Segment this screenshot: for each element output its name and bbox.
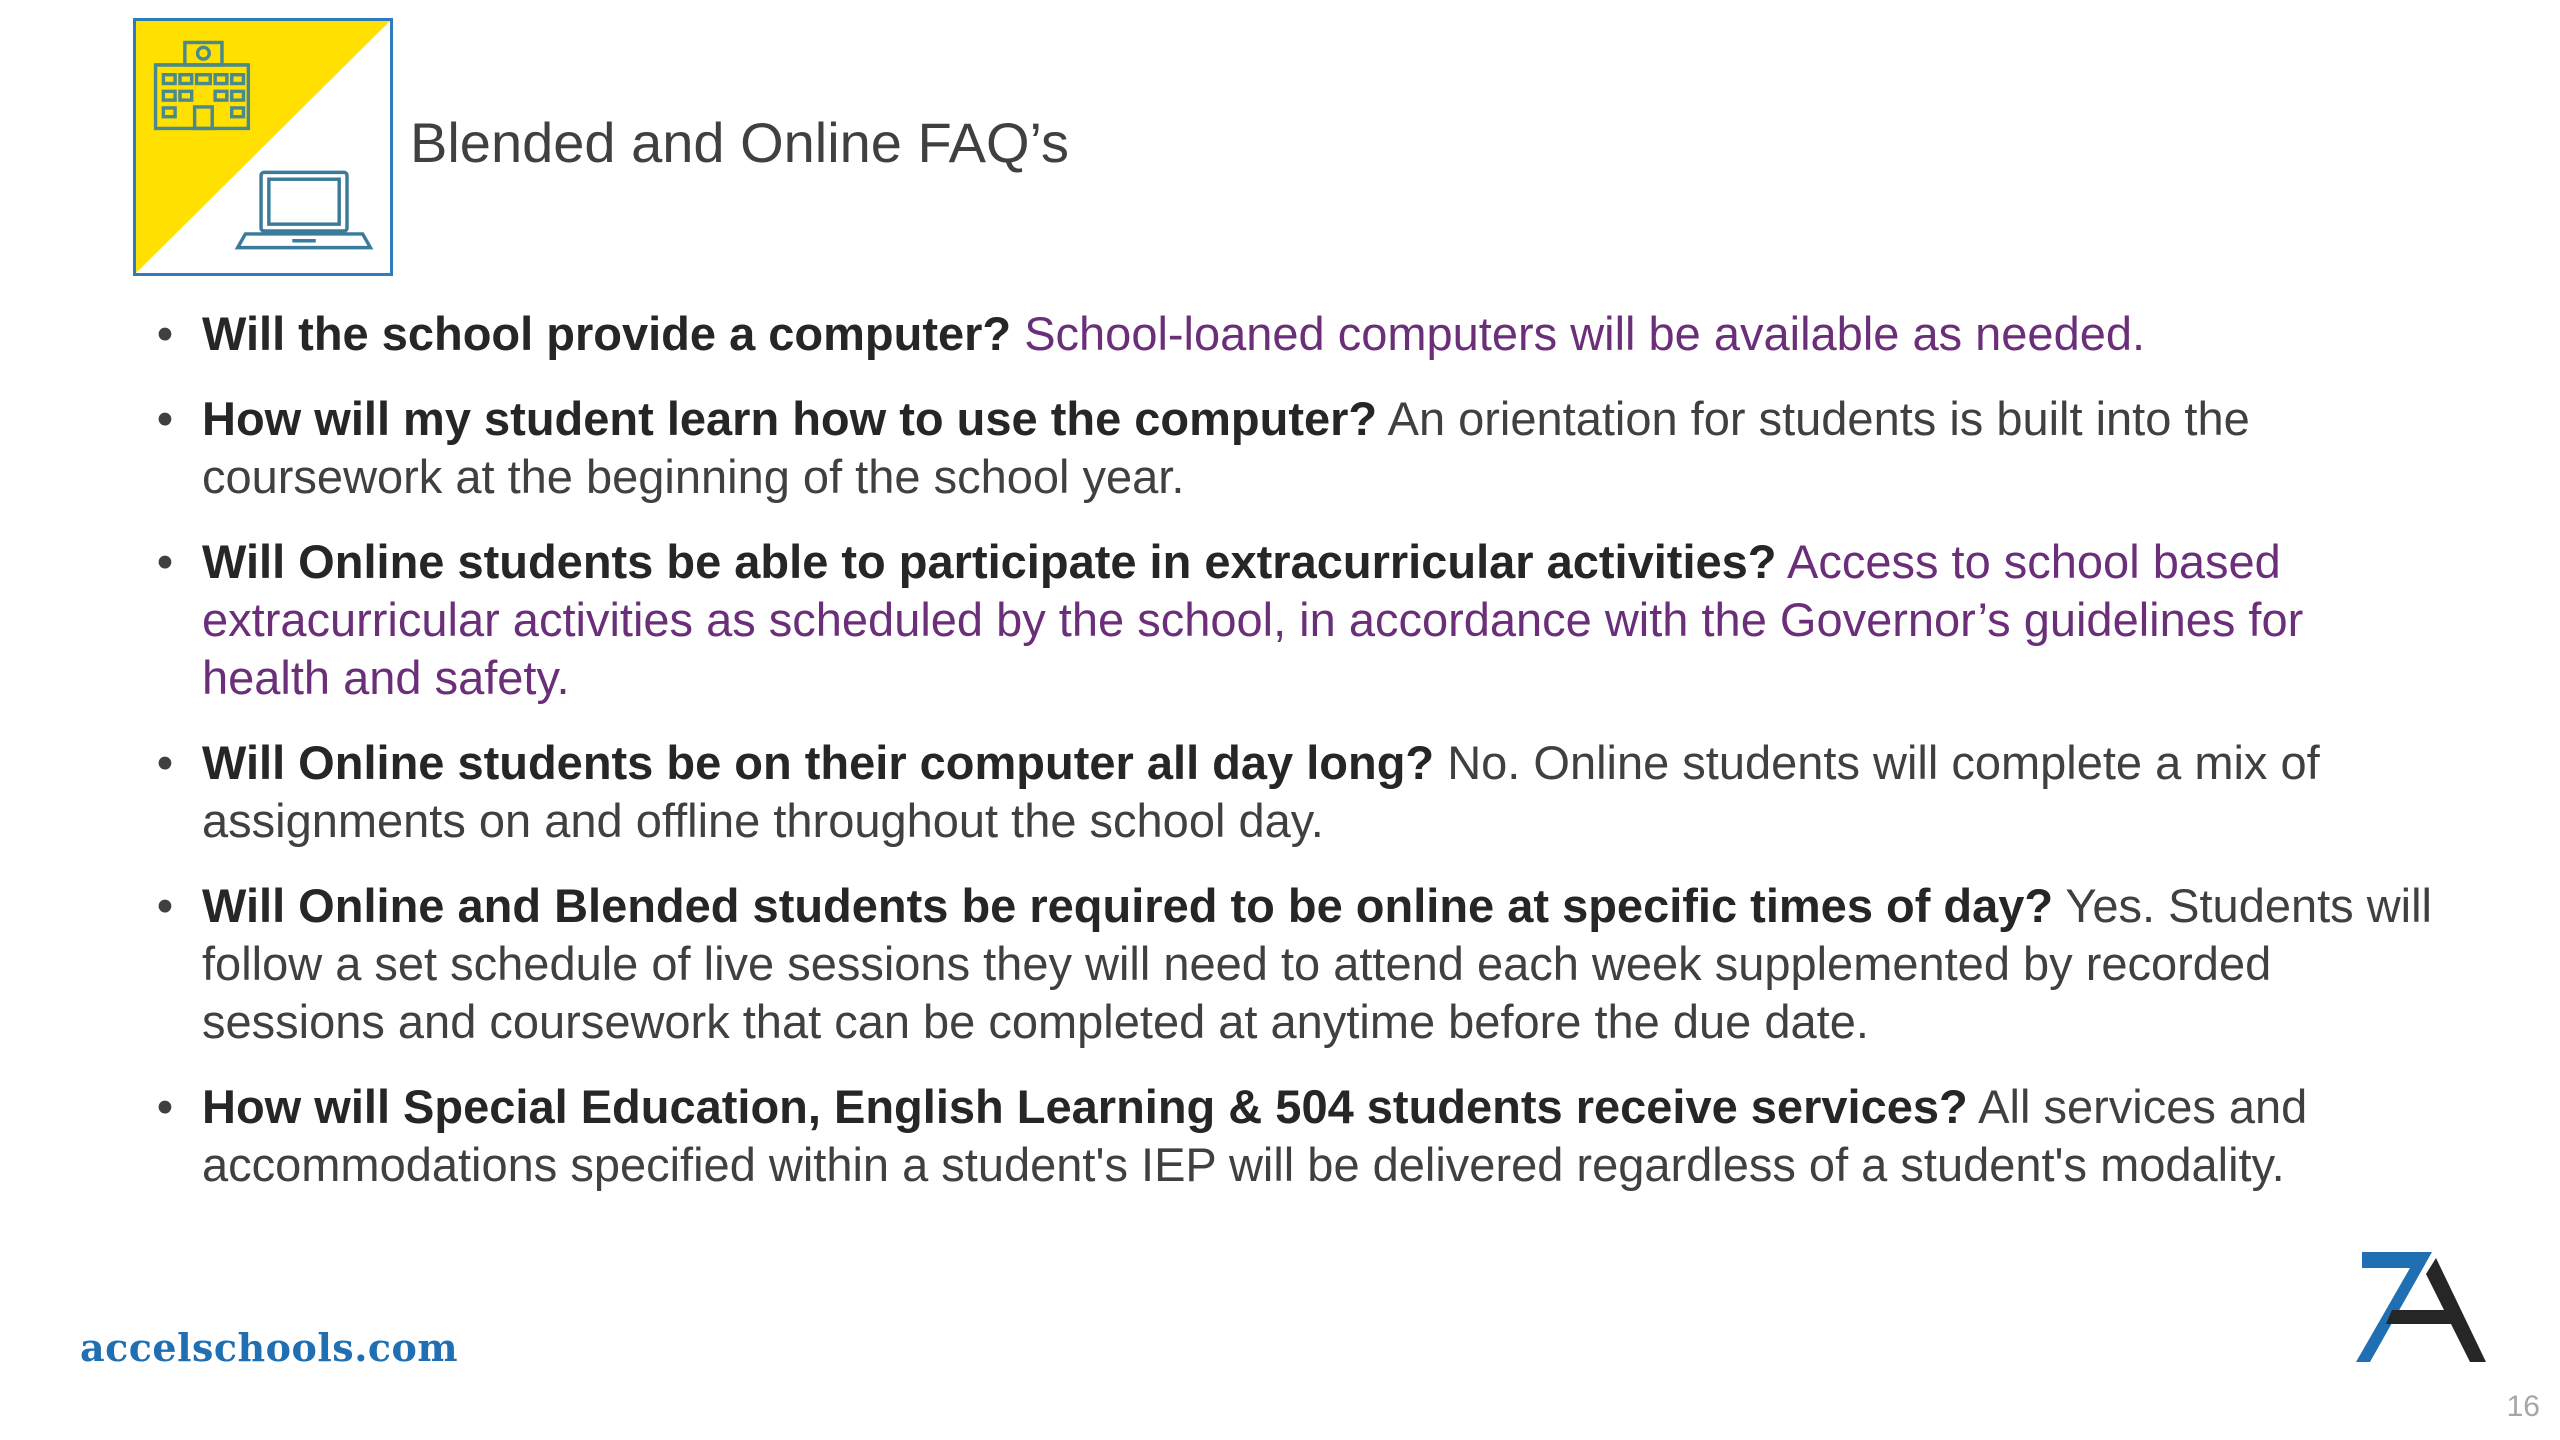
faq-question: Will Online and Blended students be required to be online at specific times of day? — [202, 879, 2054, 932]
bullet-icon: • — [156, 535, 174, 588]
faq-question: Will the school provide a computer? — [202, 307, 1012, 360]
faq-item — [150, 734, 2440, 850]
faq-answer: All services and accommodations specified within a student's IEP will be delivered regardless of a student's modality. — [202, 1080, 2308, 1191]
faq-answer: An orientation for students is built into the coursework at the beginning of the school year. — [202, 392, 2250, 503]
faq-question: How will Special Education, English Learning & 504 students receive services? — [202, 1080, 1968, 1133]
bullet-icon: • — [156, 392, 174, 445]
faq-item — [150, 1078, 2440, 1194]
bullet-icon: • — [156, 736, 174, 789]
faq-answer: School-loaned computers will be available as needed. — [1024, 307, 2146, 360]
faq-item — [150, 877, 2440, 1051]
page-number: 16 — [2506, 1390, 2540, 1423]
faq-answer: No. Online students will complete a mix of assignments on and offline throughout the school day. — [202, 736, 2320, 847]
footer-website-link[interactable]: accelschools.com — [80, 1325, 459, 1370]
bullet-icon: • — [156, 879, 174, 932]
faq-answer: Yes. Students will follow a set schedule of live sessions they will need to attend each week supplemented by recorded sessions and coursework that can be completed at anytime before the due date. — [202, 879, 2432, 1048]
school-and-laptop-icon — [133, 18, 393, 276]
faq-item — [150, 533, 2440, 707]
faq-question: Will Online students be on their computer all day long? — [202, 736, 1435, 789]
faq-question: How will my student learn how to use the computer? — [202, 392, 1378, 445]
accel-logo-icon — [2352, 1252, 2488, 1364]
faq-item — [150, 390, 2440, 506]
slide-title: Blended and Online FAQ’s — [410, 111, 1069, 174]
faq-list — [150, 305, 2440, 1221]
faq-item — [150, 305, 2440, 363]
bullet-icon: • — [156, 1080, 174, 1133]
faq-answer: Access to school based extracurricular activities as scheduled by the school, in accordance with the Governor’s guidelines for health and safety. — [202, 535, 2304, 704]
faq-question: Will Online students be able to participate in extracurricular activities? — [202, 535, 1777, 588]
bullet-icon: • — [156, 307, 174, 360]
